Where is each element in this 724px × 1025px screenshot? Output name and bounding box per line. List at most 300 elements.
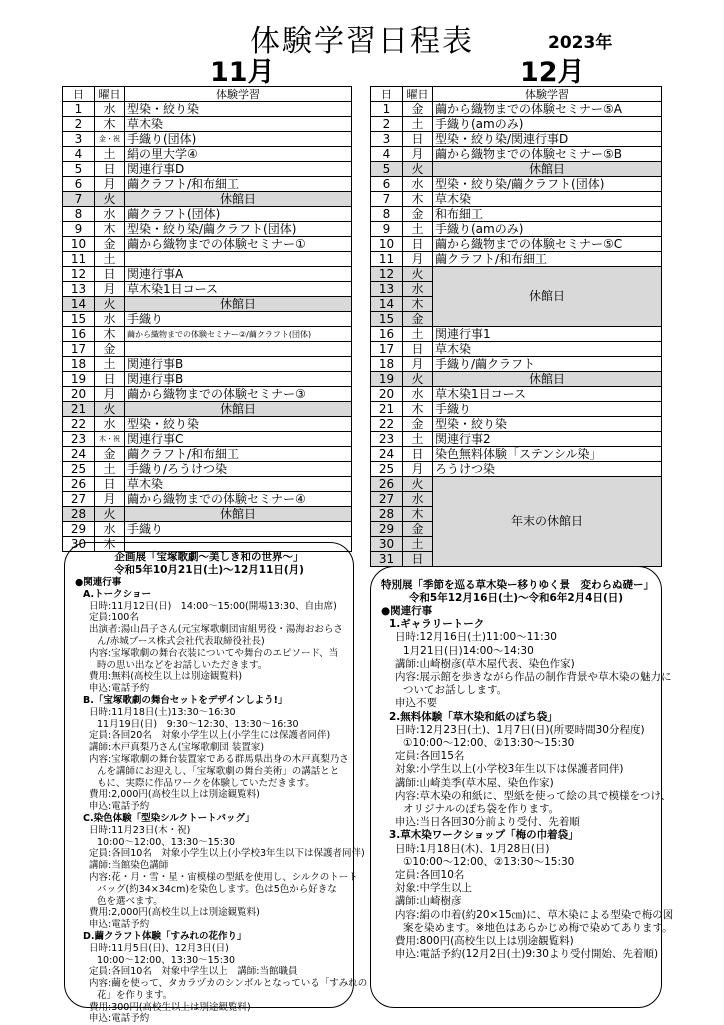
day-cell: 6 [371, 177, 403, 192]
day-cell: 31 [371, 552, 403, 567]
day-cell: 4 [371, 147, 403, 162]
closed-day-row [371, 372, 662, 387]
weekday-cell: 日 [95, 267, 125, 282]
table-row [371, 147, 662, 162]
table-row [371, 177, 662, 192]
weekday-cell: 火 [403, 477, 433, 492]
table-row [63, 117, 352, 132]
activity-cell: 手織り [125, 312, 352, 327]
activity-cell: 型染・絞り染 [125, 102, 352, 117]
activity-cell: 手織り/繭クラフト [433, 357, 662, 372]
day-cell: 3 [63, 132, 95, 147]
table-row [371, 432, 662, 447]
info-line: 1.ギャラリートーク [389, 618, 485, 631]
day-cell: 20 [371, 387, 403, 402]
info-line: 内容:宝塚歌劇の舞台衣装についてや舞台のエピソード、当 [89, 647, 339, 659]
activity-cell: 手織り(団体) [125, 132, 352, 147]
info-line: 講師:当館染色講師 [89, 860, 169, 872]
info-line: 申込:当日各回30分前より受付、先着順 [395, 816, 580, 829]
weekday-cell: 金 [95, 342, 125, 357]
day-cell: 5 [63, 162, 95, 177]
info-line: 内容:宝塚歌劇の舞台装置家である群馬県出身の木戸真梨乃さ [89, 753, 349, 765]
info-line: 内容:絹の巾着(約20×15㎝)に、草木染による型染で梅の図 [395, 908, 674, 921]
table-row [63, 282, 352, 297]
table-row [63, 312, 352, 327]
activity-cell: 休館日 [433, 162, 662, 177]
activity-cell: 休館日 [125, 297, 352, 312]
day-cell: 15 [63, 312, 95, 327]
weekday-cell: 水 [95, 207, 125, 222]
info-line: 申込:電話予約 [89, 1013, 150, 1025]
table-row [63, 447, 352, 462]
weekday-cell: 火 [95, 402, 125, 417]
info-line: 企画展「宝塚歌劇～美しき和の世界～」 [114, 551, 304, 563]
info-line: 講師:山崎樹彦 [395, 895, 462, 908]
closed-day-row [371, 267, 662, 282]
weekday-cell: 土 [403, 432, 433, 447]
weekday-cell: 土 [95, 462, 125, 477]
activity-cell: 手織り/ろうけつ染 [125, 462, 352, 477]
table-row [371, 132, 662, 147]
weekday-cell: 金 [403, 207, 433, 222]
table-row [63, 237, 352, 252]
header-weekday: 曜日 [95, 87, 125, 102]
day-cell: 22 [63, 417, 95, 432]
table-row [63, 327, 352, 342]
weekday-cell: 木 [403, 402, 433, 417]
info-line: 令和5年12月16日(土)～令和6年2月4日(日) [408, 592, 624, 604]
exhibition-info-left [64, 542, 368, 1025]
header-activity: 体験学習 [125, 87, 352, 102]
activity-cell: 関連行事B [125, 357, 352, 372]
page-title: 体験学習日程表 [250, 24, 474, 59]
activity-cell: 手織り [125, 522, 352, 537]
activity-cell: 手織り(amのみ) [433, 222, 662, 237]
day-cell: 16 [371, 327, 403, 342]
day-cell: 27 [371, 492, 403, 507]
table-row [63, 357, 352, 372]
weekday-cell: 水 [95, 417, 125, 432]
day-cell: 30 [371, 537, 403, 552]
weekday-cell: 月 [95, 387, 125, 402]
table-row [63, 462, 352, 477]
activity-cell: 染色無料体験「ステンシル染」 [433, 447, 662, 462]
info-line: ●関連行事 [75, 577, 122, 588]
info-line: ①10:00～12:00、②13:30～15:30 [403, 855, 575, 868]
day-cell: 18 [371, 357, 403, 372]
activity-cell: 草木染1日コース [433, 387, 662, 402]
activity-cell: 休館日 [125, 402, 352, 417]
day-cell: 1 [63, 102, 95, 117]
info-line: オリジナルのぽち袋を作ります。 [403, 803, 560, 816]
weekday-cell: 火 [403, 162, 433, 177]
weekday-cell: 月 [403, 462, 433, 477]
table-row [63, 387, 352, 402]
info-line: 講師:山崎樹彦(草木屋代表、染色作家) [395, 657, 575, 670]
info-line: 費用:300円(高校生以上は別途観覧料) [89, 1001, 251, 1013]
info-line: 申込:電話予約 [89, 683, 150, 695]
day-cell: 12 [63, 267, 95, 282]
info-line: 内容:繭を使って、タカラヅカのシンボルとなっている「すみれの [89, 978, 368, 990]
info-line: 出演者:湯山昌子さん(元宝塚歌劇団宙組男役・湯海おおらさ [89, 624, 343, 636]
weekday-cell: 木 [95, 537, 125, 552]
info-line: 日時:11月18日(土)13:30～16:30 [89, 706, 236, 718]
table-row [371, 117, 662, 132]
day-cell: 14 [371, 297, 403, 312]
info-line: 3.草木染ワークショップ「梅の巾着袋」 [389, 829, 579, 842]
table-row [371, 327, 662, 342]
november-schedule-table [62, 86, 352, 552]
table-row [63, 102, 352, 117]
day-cell: 10 [63, 237, 95, 252]
activity-cell: 手織り [433, 402, 662, 417]
activity-cell: 休館日 [433, 372, 662, 387]
weekday-cell: 水 [95, 102, 125, 117]
table-row [63, 342, 352, 357]
info-line: 申込:電話予約(12月2日(土)9:30より受付開始、先着順) [395, 948, 659, 961]
closed-day-row [63, 297, 352, 312]
weekday-cell: 土 [95, 147, 125, 162]
weekday-cell: 水 [403, 177, 433, 192]
table-row [371, 207, 662, 222]
table-row [63, 252, 352, 267]
weekday-cell: 日 [403, 132, 433, 147]
day-cell: 30 [63, 537, 95, 552]
day-cell: 24 [371, 447, 403, 462]
activity-cell: 繭から織物までの体験セミナー① [125, 237, 352, 252]
weekday-cell: 日 [403, 342, 433, 357]
activity-cell: 関連行事2 [433, 432, 662, 447]
activity-cell: 型染・絞り染/繭クラフト(団体) [125, 222, 352, 237]
weekday-cell: 日 [403, 447, 433, 462]
day-cell: 7 [371, 192, 403, 207]
day-cell: 17 [371, 342, 403, 357]
info-line: 2.無料体験「草木染和紙のぽち袋」 [389, 710, 558, 723]
table-header-row [63, 87, 352, 102]
month-label-november: 11月 [210, 57, 275, 88]
activity-cell [125, 252, 352, 267]
info-line: 日時:11月5日(日)、12月3日(日) [89, 942, 229, 954]
table-row [371, 417, 662, 432]
day-cell: 19 [371, 372, 403, 387]
table-row [63, 477, 352, 492]
info-line: D.繭クラフト体験「すみれの花作り」 [83, 930, 247, 942]
closed-period-label: 年末の休館日 [433, 477, 662, 567]
day-cell: 6 [63, 177, 95, 192]
closed-day-row [63, 192, 352, 207]
weekday-cell: 金 [95, 237, 125, 252]
day-cell: 24 [63, 447, 95, 462]
info-line: んを講師にお迎えし、「宝塚歌劇の舞台美術」の講話とと [97, 765, 340, 777]
activity-cell: 関連行事C [125, 432, 352, 447]
weekday-cell: 火 [403, 372, 433, 387]
activity-cell: 繭クラフト/和布細工 [433, 252, 662, 267]
info-line: 定員:各回20名 対象小学生以上(小学生には保護者同伴) [89, 730, 331, 742]
closed-period-label: 休館日 [433, 267, 662, 327]
header-weekday: 曜日 [403, 87, 433, 102]
table-row [63, 417, 352, 432]
day-cell: 23 [63, 432, 95, 447]
table-row [63, 222, 352, 237]
weekday-cell: 水 [95, 312, 125, 327]
day-cell: 26 [63, 477, 95, 492]
table-row [371, 237, 662, 252]
table-row [63, 267, 352, 282]
info-line: 1月21日(日)14:00～14:30 [403, 644, 534, 657]
activity-cell: 繭から織物までの体験セミナー⑤A [433, 102, 662, 117]
day-cell: 29 [371, 522, 403, 537]
info-line: 講師:木戸真梨乃さん(宝塚歌劇団 装置家) [89, 742, 265, 754]
info-line: 講師:山崎美季(草木屋、染色作家) [395, 776, 554, 789]
table-row [63, 492, 352, 507]
activity-cell: 関連行事1 [433, 327, 662, 342]
december-schedule-table [370, 86, 662, 567]
weekday-cell: 金 [403, 522, 433, 537]
weekday-cell: 木 [95, 117, 125, 132]
weekday-cell: 土 [403, 222, 433, 237]
info-line: 費用:800円(高校生以上は別途観覧料) [395, 935, 574, 948]
info-line: 日時:1月18日(木)、1月28日(日) [395, 842, 550, 855]
day-cell: 29 [63, 522, 95, 537]
activity-cell: 型染・絞り染/関連行事D [433, 132, 662, 147]
activity-cell: 絹の里大学④ [125, 147, 352, 162]
activity-cell [125, 342, 352, 357]
weekday-cell: 木 [95, 222, 125, 237]
exhibition-info-right [370, 566, 674, 1008]
activity-cell: 繭クラフト(団体) [125, 207, 352, 222]
info-line: バッグ(約34×34cm)を染色します。色は5色から好きな [97, 883, 337, 895]
weekday-cell: 土 [95, 252, 125, 267]
table-row [371, 192, 662, 207]
weekday-cell: 金・祝 [95, 132, 125, 147]
info-line: 費用:無料(高校生以上は別途観覧料) [89, 671, 243, 683]
day-cell: 4 [63, 147, 95, 162]
info-line: ①10:00～12:00、②13:30～15:30 [403, 737, 575, 750]
activity-cell: 繭から織物までの体験セミナー④ [125, 492, 352, 507]
weekday-cell: 日 [95, 477, 125, 492]
header-day: 日 [371, 87, 403, 102]
weekday-cell: 土 [403, 327, 433, 342]
activity-cell: 型染・絞り染/繭クラフト(団体) [433, 177, 662, 192]
day-cell: 13 [63, 282, 95, 297]
weekday-cell: 日 [403, 552, 433, 567]
table-row [371, 387, 662, 402]
day-cell: 10 [371, 237, 403, 252]
info-line: 申込:電話予約 [89, 919, 150, 931]
table-row [63, 432, 352, 447]
info-line: 特別展「季節を巡る草木染ー移りゆく景 変わらぬ礎ー」 [381, 579, 654, 591]
day-cell: 23 [371, 432, 403, 447]
activity-cell: 草木染1日コース [125, 282, 352, 297]
info-line: 日時:12月23日(土)、1月7日(日)(所要時間30分程度) [395, 723, 645, 736]
day-cell: 26 [371, 477, 403, 492]
info-line: 費用:2,000円(高校生以上は別途観覧料) [89, 907, 260, 919]
weekday-cell: 日 [95, 372, 125, 387]
activity-cell: 繭から織物までの体験セミナー⑤B [433, 147, 662, 162]
table-row [371, 357, 662, 372]
info-line: 日時:11月23日(木・祝) [89, 824, 191, 836]
day-cell: 2 [63, 117, 95, 132]
info-line: 案を染めます。※地色はあらかじめ梅で染めてあります。 [403, 921, 673, 934]
weekday-cell: 火 [95, 507, 125, 522]
day-cell: 28 [63, 507, 95, 522]
activity-cell: 関連行事A [125, 267, 352, 282]
weekday-cell: 金 [403, 417, 433, 432]
activity-cell: 型染・絞り染 [433, 417, 662, 432]
closed-day-row [63, 402, 352, 417]
day-cell: 8 [371, 207, 403, 222]
header-activity: 体験学習 [433, 87, 662, 102]
table-row [63, 147, 352, 162]
info-line: 11月19日(日) 9:30～12:30、13:30～16:30 [97, 718, 299, 730]
table-header-row [371, 87, 662, 102]
weekday-cell: 木 [403, 192, 433, 207]
weekday-cell: 水 [403, 492, 433, 507]
table-row [371, 252, 662, 267]
table-row [371, 222, 662, 237]
info-line: B.「宝塚歌劇の舞台セットをデザインしよう!」 [83, 694, 288, 706]
day-cell: 9 [371, 222, 403, 237]
day-cell: 12 [371, 267, 403, 282]
day-cell: 25 [371, 462, 403, 477]
info-line: 10:00～12:00、13:30～15:30 [97, 954, 236, 966]
weekday-cell: 日 [403, 237, 433, 252]
info-line: A.トークショー [83, 588, 151, 600]
table-row [371, 447, 662, 462]
day-cell: 15 [371, 312, 403, 327]
info-line: 令和5年10月21日(土)～12月11日(月) [114, 564, 304, 576]
weekday-cell: 月 [403, 147, 433, 162]
table-row [371, 462, 662, 477]
day-cell: 25 [63, 462, 95, 477]
day-cell: 5 [371, 162, 403, 177]
day-cell: 7 [63, 192, 95, 207]
activity-cell: 繭から織物までの体験セミナー③ [125, 387, 352, 402]
info-line: 申込:電話予約 [89, 801, 150, 813]
info-line: 定員:各回15名 [395, 750, 465, 763]
day-cell: 11 [63, 252, 95, 267]
table-row [371, 102, 662, 117]
year-label: 2023年 [548, 33, 613, 53]
info-line: ついてお話しします。 [403, 684, 508, 697]
activity-cell: 関連行事B [125, 372, 352, 387]
day-cell: 13 [371, 282, 403, 297]
weekday-cell: 月 [95, 177, 125, 192]
info-line: 定員:各回10名 対象小学生以上(小学校3年生以下は保護者同伴) [89, 848, 365, 860]
info-line: 内容:花・月・雪・星・宙模様の型紙を使用し、シルクのトート [89, 871, 358, 883]
month-label-december: 12月 [520, 57, 585, 88]
activity-cell: 手織り(amのみ) [433, 117, 662, 132]
activity-cell: 草木染 [433, 192, 662, 207]
day-cell: 21 [371, 402, 403, 417]
info-line: 時の思い出などをお話しいただきます。 [97, 659, 268, 671]
info-line: ●関連行事 [381, 605, 433, 617]
activity-cell: 繭クラフト/和布細工 [125, 447, 352, 462]
table-row [63, 372, 352, 387]
info-line: ん/赤城ブース株式会社代表取締役社長) [97, 635, 265, 647]
weekday-cell: 土 [95, 357, 125, 372]
activity-cell: 型染・絞り染 [125, 417, 352, 432]
header-day: 日 [63, 87, 95, 102]
weekday-cell: 月 [95, 492, 125, 507]
info-line: 10:00～12:00、13:30～15:30 [97, 836, 236, 848]
closed-day-row [63, 507, 352, 522]
day-cell: 8 [63, 207, 95, 222]
weekday-cell: 木 [403, 297, 433, 312]
closed-day-row [371, 477, 662, 492]
day-cell: 9 [63, 222, 95, 237]
weekday-cell: 木 [95, 327, 125, 342]
activity-cell: 草木染 [125, 477, 352, 492]
activity-cell: 和布細工 [433, 207, 662, 222]
info-line: C.染色体験「型染シルクトートバッグ」 [83, 812, 255, 824]
day-cell: 21 [63, 402, 95, 417]
day-cell: 20 [63, 387, 95, 402]
weekday-cell: 水 [403, 387, 433, 402]
weekday-cell: 日 [95, 162, 125, 177]
info-line: 定員:各回10名 対象中学生以上 講師:当館職員 [89, 966, 298, 978]
activity-cell: 休館日 [125, 507, 352, 522]
activity-cell: 休館日 [125, 192, 352, 207]
day-cell: 14 [63, 297, 95, 312]
day-cell: 17 [63, 342, 95, 357]
activity-cell: 草木染 [125, 117, 352, 132]
weekday-cell: 火 [95, 192, 125, 207]
day-cell: 28 [371, 507, 403, 522]
weekday-cell: 月 [95, 282, 125, 297]
weekday-cell: 火 [95, 297, 125, 312]
activity-cell: ろうけつ染 [433, 462, 662, 477]
weekday-cell: 木 [403, 507, 433, 522]
weekday-cell: 月 [403, 252, 433, 267]
info-line: もに、実際に作品ワークを体験していただきます。 [97, 777, 315, 789]
day-cell: 3 [371, 132, 403, 147]
weekday-cell: 金 [95, 447, 125, 462]
day-cell: 27 [63, 492, 95, 507]
day-cell: 1 [371, 102, 403, 117]
day-cell: 2 [371, 117, 403, 132]
day-cell: 18 [63, 357, 95, 372]
day-cell: 11 [371, 252, 403, 267]
day-cell: 19 [63, 372, 95, 387]
table-row [63, 177, 352, 192]
info-line: 日時:11月12日(日) 14:00～15:00(開場13:30、自由席) [89, 600, 337, 612]
activity-cell: 関連行事D [125, 162, 352, 177]
weekday-cell: 金 [403, 312, 433, 327]
activity-cell: 繭から織物までの体験セミナー②/繭クラフト(団体) [125, 327, 352, 342]
table-row [63, 207, 352, 222]
info-line: 対象:中学生以上 [395, 882, 473, 895]
activity-cell: 繭クラフト/和布細工 [125, 177, 352, 192]
weekday-cell: 木・祝 [95, 432, 125, 447]
activity-cell: 草木染 [433, 342, 662, 357]
table-row [63, 162, 352, 177]
table-row [63, 132, 352, 147]
weekday-cell: 月 [403, 357, 433, 372]
day-cell: 22 [371, 417, 403, 432]
info-line: 申込不要 [395, 697, 437, 710]
info-line: 内容:展示館を歩きながら作品の制作背景や草木染の魅力に [395, 671, 672, 684]
weekday-cell: 水 [403, 282, 433, 297]
table-row [371, 342, 662, 357]
table-row [63, 522, 352, 537]
info-line: 日時:12月16日(土)11:00～11:30 [395, 631, 557, 644]
info-line: 定員:100名 [89, 612, 139, 624]
weekday-cell: 火 [403, 267, 433, 282]
info-line: 対象:小学生以上(小学校3年生以下は保護者同伴) [395, 763, 624, 776]
weekday-cell: 金 [403, 102, 433, 117]
activity-cell: 繭から織物までの体験セミナー⑤C [433, 237, 662, 252]
